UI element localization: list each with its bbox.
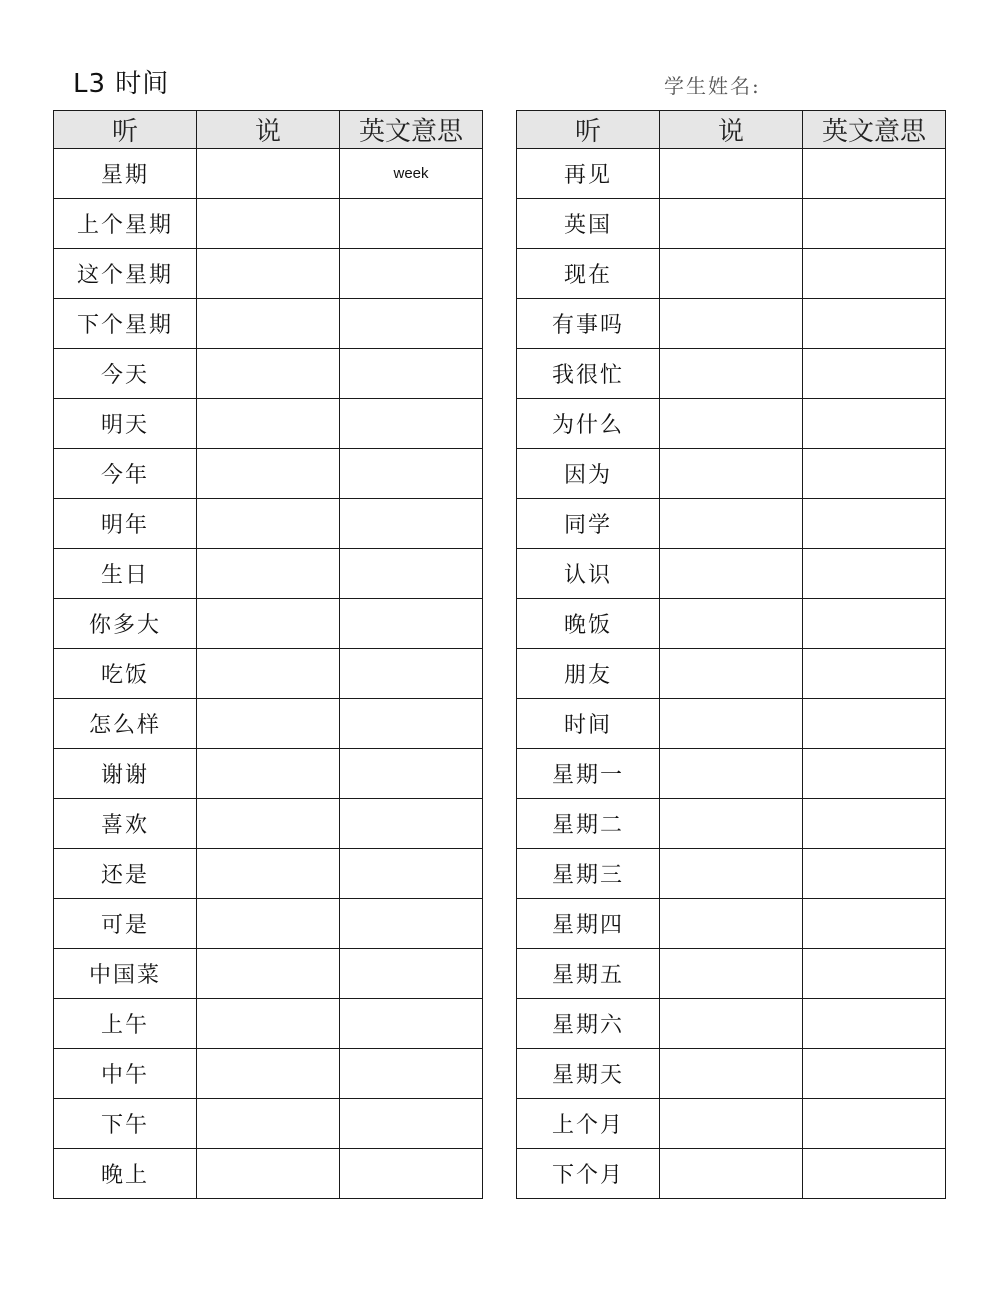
speak-answer-cell[interactable] [660, 799, 803, 849]
meaning-answer-cell[interactable] [803, 699, 946, 749]
speak-answer-cell[interactable] [660, 199, 803, 249]
speak-answer-cell[interactable] [660, 399, 803, 449]
meaning-answer-cell[interactable] [340, 549, 483, 599]
vocab-table-left [53, 110, 483, 1199]
vocab-word-cell: 晚上 [54, 1149, 197, 1199]
table-row [54, 799, 483, 849]
meaning-answer-cell[interactable] [803, 299, 946, 349]
table-row [517, 449, 946, 499]
meaning-answer-cell[interactable] [340, 799, 483, 849]
table-row [54, 1149, 483, 1199]
table-row [517, 149, 946, 199]
speak-answer-cell[interactable] [660, 149, 803, 199]
vocab-word-cell: 吃饭 [54, 649, 197, 699]
vocab-word-cell: 明天 [54, 399, 197, 449]
speak-answer-cell[interactable] [197, 1149, 340, 1199]
meaning-answer-cell[interactable] [803, 749, 946, 799]
vocab-word-cell: 我很忙 [517, 349, 660, 399]
vocab-word-cell: 星期三 [517, 849, 660, 899]
meaning-answer-cell[interactable] [340, 649, 483, 699]
table-row [54, 699, 483, 749]
vocab-word-cell: 上个星期 [54, 199, 197, 249]
speak-answer-cell[interactable] [197, 599, 340, 649]
vocab-table-right [516, 110, 946, 1199]
vocab-word-cell: 时间 [517, 699, 660, 749]
speak-answer-cell[interactable] [660, 849, 803, 899]
meaning-answer-cell[interactable] [803, 449, 946, 499]
vocab-word-cell: 今年 [54, 449, 197, 499]
column-header-meaning: 英文意思 [803, 111, 946, 149]
vocab-word-cell: 下午 [54, 1099, 197, 1149]
vocab-word-cell: 星期四 [517, 899, 660, 949]
meaning-answer-cell[interactable] [340, 749, 483, 799]
speak-answer-cell[interactable] [197, 199, 340, 249]
vocab-word-cell: 上个月 [517, 1099, 660, 1149]
vocab-word-cell: 中午 [54, 1049, 197, 1099]
table-row [517, 1049, 946, 1099]
vocab-word-cell: 喜欢 [54, 799, 197, 849]
meaning-answer-cell[interactable] [803, 249, 946, 299]
meaning-answer-cell[interactable] [803, 149, 946, 199]
vocab-word-cell: 星期二 [517, 799, 660, 849]
vocab-word-cell: 明年 [54, 499, 197, 549]
vocab-word-cell: 有事吗 [517, 299, 660, 349]
table-row [517, 899, 946, 949]
vocab-word-cell: 朋友 [517, 649, 660, 699]
speak-answer-cell[interactable] [197, 299, 340, 349]
speak-answer-cell[interactable] [660, 999, 803, 1049]
vocab-word-cell: 生日 [54, 549, 197, 599]
vocab-word-cell: 今天 [54, 349, 197, 399]
meaning-answer-cell[interactable] [340, 849, 483, 899]
meaning-answer-cell[interactable] [803, 199, 946, 249]
vocab-word-cell: 晚饭 [517, 599, 660, 649]
speak-answer-cell[interactable] [660, 549, 803, 599]
table-row [517, 799, 946, 849]
vocab-word-cell: 你多大 [54, 599, 197, 649]
speak-answer-cell[interactable] [197, 349, 340, 399]
meaning-answer-cell[interactable] [803, 499, 946, 549]
column-header-listen: 听 [517, 111, 660, 149]
table-row [517, 999, 946, 1049]
vocab-word-cell: 英国 [517, 199, 660, 249]
table-row [517, 699, 946, 749]
vocab-word-cell: 现在 [517, 249, 660, 299]
meaning-answer-cell[interactable] [340, 899, 483, 949]
table-row [54, 899, 483, 949]
vocab-word-cell: 同学 [517, 499, 660, 549]
meaning-answer-cell[interactable] [340, 949, 483, 999]
meaning-answer-cell[interactable] [803, 1049, 946, 1099]
vocab-word-cell: 星期五 [517, 949, 660, 999]
meaning-answer-cell[interactable] [340, 449, 483, 499]
table-row [54, 749, 483, 799]
table-body [54, 149, 483, 1199]
meaning-answer-cell[interactable] [803, 999, 946, 1049]
table-row [517, 849, 946, 899]
meaning-answer-cell[interactable] [340, 299, 483, 349]
table-header-row [517, 111, 946, 149]
speak-answer-cell[interactable] [660, 599, 803, 649]
meaning-answer-cell[interactable] [340, 1099, 483, 1149]
meaning-answer-cell[interactable] [340, 349, 483, 399]
table-row [54, 1099, 483, 1149]
table-row [517, 249, 946, 299]
speak-answer-cell[interactable] [660, 1149, 803, 1199]
table-row [54, 449, 483, 499]
table-row [517, 1149, 946, 1199]
speak-answer-cell[interactable] [660, 349, 803, 399]
speak-answer-cell[interactable] [197, 499, 340, 549]
meaning-answer-cell[interactable] [340, 1149, 483, 1199]
speak-answer-cell[interactable] [660, 449, 803, 499]
speak-answer-cell[interactable] [197, 249, 340, 299]
vocab-word-cell: 下个月 [517, 1149, 660, 1199]
speak-answer-cell[interactable] [197, 449, 340, 499]
meaning-answer-cell[interactable] [340, 249, 483, 299]
speak-answer-cell[interactable] [197, 699, 340, 749]
table-row [54, 649, 483, 699]
meaning-answer-cell[interactable] [803, 649, 946, 699]
speak-answer-cell[interactable] [660, 299, 803, 349]
meaning-answer-cell[interactable]: week [340, 149, 483, 199]
vocab-word-cell: 怎么样 [54, 699, 197, 749]
meaning-answer-cell[interactable] [803, 599, 946, 649]
vocab-word-cell: 星期 [54, 149, 197, 199]
speak-answer-cell[interactable] [197, 749, 340, 799]
meaning-answer-cell[interactable] [803, 349, 946, 399]
meaning-answer-cell[interactable] [803, 549, 946, 599]
column-header-speak: 说 [660, 111, 803, 149]
speak-answer-cell[interactable] [197, 149, 340, 199]
column-header-meaning: 英文意思 [340, 111, 483, 149]
vocab-word-cell: 为什么 [517, 399, 660, 449]
meaning-answer-cell[interactable] [340, 699, 483, 749]
vocab-word-cell: 这个星期 [54, 249, 197, 299]
meaning-answer-cell[interactable] [803, 949, 946, 999]
table-row [54, 1049, 483, 1099]
vocab-word-cell: 还是 [54, 849, 197, 899]
speak-answer-cell[interactable] [197, 999, 340, 1049]
vocab-word-cell: 星期天 [517, 1049, 660, 1099]
table-row [517, 349, 946, 399]
meaning-answer-cell[interactable] [803, 799, 946, 849]
table-row [54, 549, 483, 599]
meaning-answer-cell[interactable] [803, 1099, 946, 1149]
table-row [517, 399, 946, 449]
meaning-answer-cell[interactable] [340, 499, 483, 549]
table-row [54, 949, 483, 999]
table-row [517, 649, 946, 699]
table-row [517, 299, 946, 349]
meaning-answer-cell[interactable] [803, 1149, 946, 1199]
vocab-word-cell: 星期一 [517, 749, 660, 799]
speak-answer-cell[interactable] [197, 549, 340, 599]
speak-answer-cell[interactable] [197, 399, 340, 449]
speak-answer-cell[interactable] [197, 849, 340, 899]
speak-answer-cell[interactable] [660, 749, 803, 799]
table-row [517, 1099, 946, 1149]
vocab-word-cell: 上午 [54, 999, 197, 1049]
table-row [517, 949, 946, 999]
column-header-listen: 听 [54, 111, 197, 149]
table-row [54, 249, 483, 299]
table-row [54, 149, 483, 199]
speak-answer-cell[interactable] [660, 899, 803, 949]
speak-answer-cell[interactable] [660, 249, 803, 299]
vocab-word-cell: 中国菜 [54, 949, 197, 999]
vocab-word-cell: 谢谢 [54, 749, 197, 799]
speak-answer-cell[interactable] [660, 499, 803, 549]
table-row [54, 349, 483, 399]
table-row [517, 549, 946, 599]
table-row [54, 999, 483, 1049]
speak-answer-cell[interactable] [197, 1099, 340, 1149]
table-row [517, 199, 946, 249]
meaning-answer-cell[interactable] [803, 849, 946, 899]
speak-answer-cell[interactable] [660, 1049, 803, 1099]
speak-answer-cell[interactable] [197, 1049, 340, 1099]
speak-answer-cell[interactable] [660, 1099, 803, 1149]
speak-answer-cell[interactable] [660, 649, 803, 699]
speak-answer-cell[interactable] [197, 799, 340, 849]
table-row [54, 399, 483, 449]
page-title: L3 时间 [73, 69, 170, 99]
vocab-word-cell: 再见 [517, 149, 660, 199]
speak-answer-cell[interactable] [197, 899, 340, 949]
table-row [54, 499, 483, 549]
table-row [54, 849, 483, 899]
meaning-answer-cell[interactable] [340, 599, 483, 649]
vocab-word-cell: 星期六 [517, 999, 660, 1049]
speak-answer-cell[interactable] [197, 649, 340, 699]
table-row [517, 749, 946, 799]
table-body [517, 149, 946, 1199]
meaning-answer-cell[interactable] [803, 899, 946, 949]
meaning-answer-cell[interactable] [803, 399, 946, 449]
column-header-speak: 说 [197, 111, 340, 149]
table-row [54, 599, 483, 649]
meaning-answer-cell[interactable] [340, 999, 483, 1049]
meaning-answer-cell[interactable] [340, 199, 483, 249]
table-header-row [54, 111, 483, 149]
table-row [54, 299, 483, 349]
student-name-label: 学生姓名: [664, 74, 761, 98]
speak-answer-cell[interactable] [660, 949, 803, 999]
speak-answer-cell[interactable] [197, 949, 340, 999]
speak-answer-cell[interactable] [660, 699, 803, 749]
vocab-word-cell: 因为 [517, 449, 660, 499]
table-row [517, 599, 946, 649]
table-row [54, 199, 483, 249]
vocab-word-cell: 下个星期 [54, 299, 197, 349]
meaning-answer-cell[interactable] [340, 1049, 483, 1099]
table-row [517, 499, 946, 549]
vocab-word-cell: 认识 [517, 549, 660, 599]
vocab-word-cell: 可是 [54, 899, 197, 949]
meaning-answer-cell[interactable] [340, 399, 483, 449]
